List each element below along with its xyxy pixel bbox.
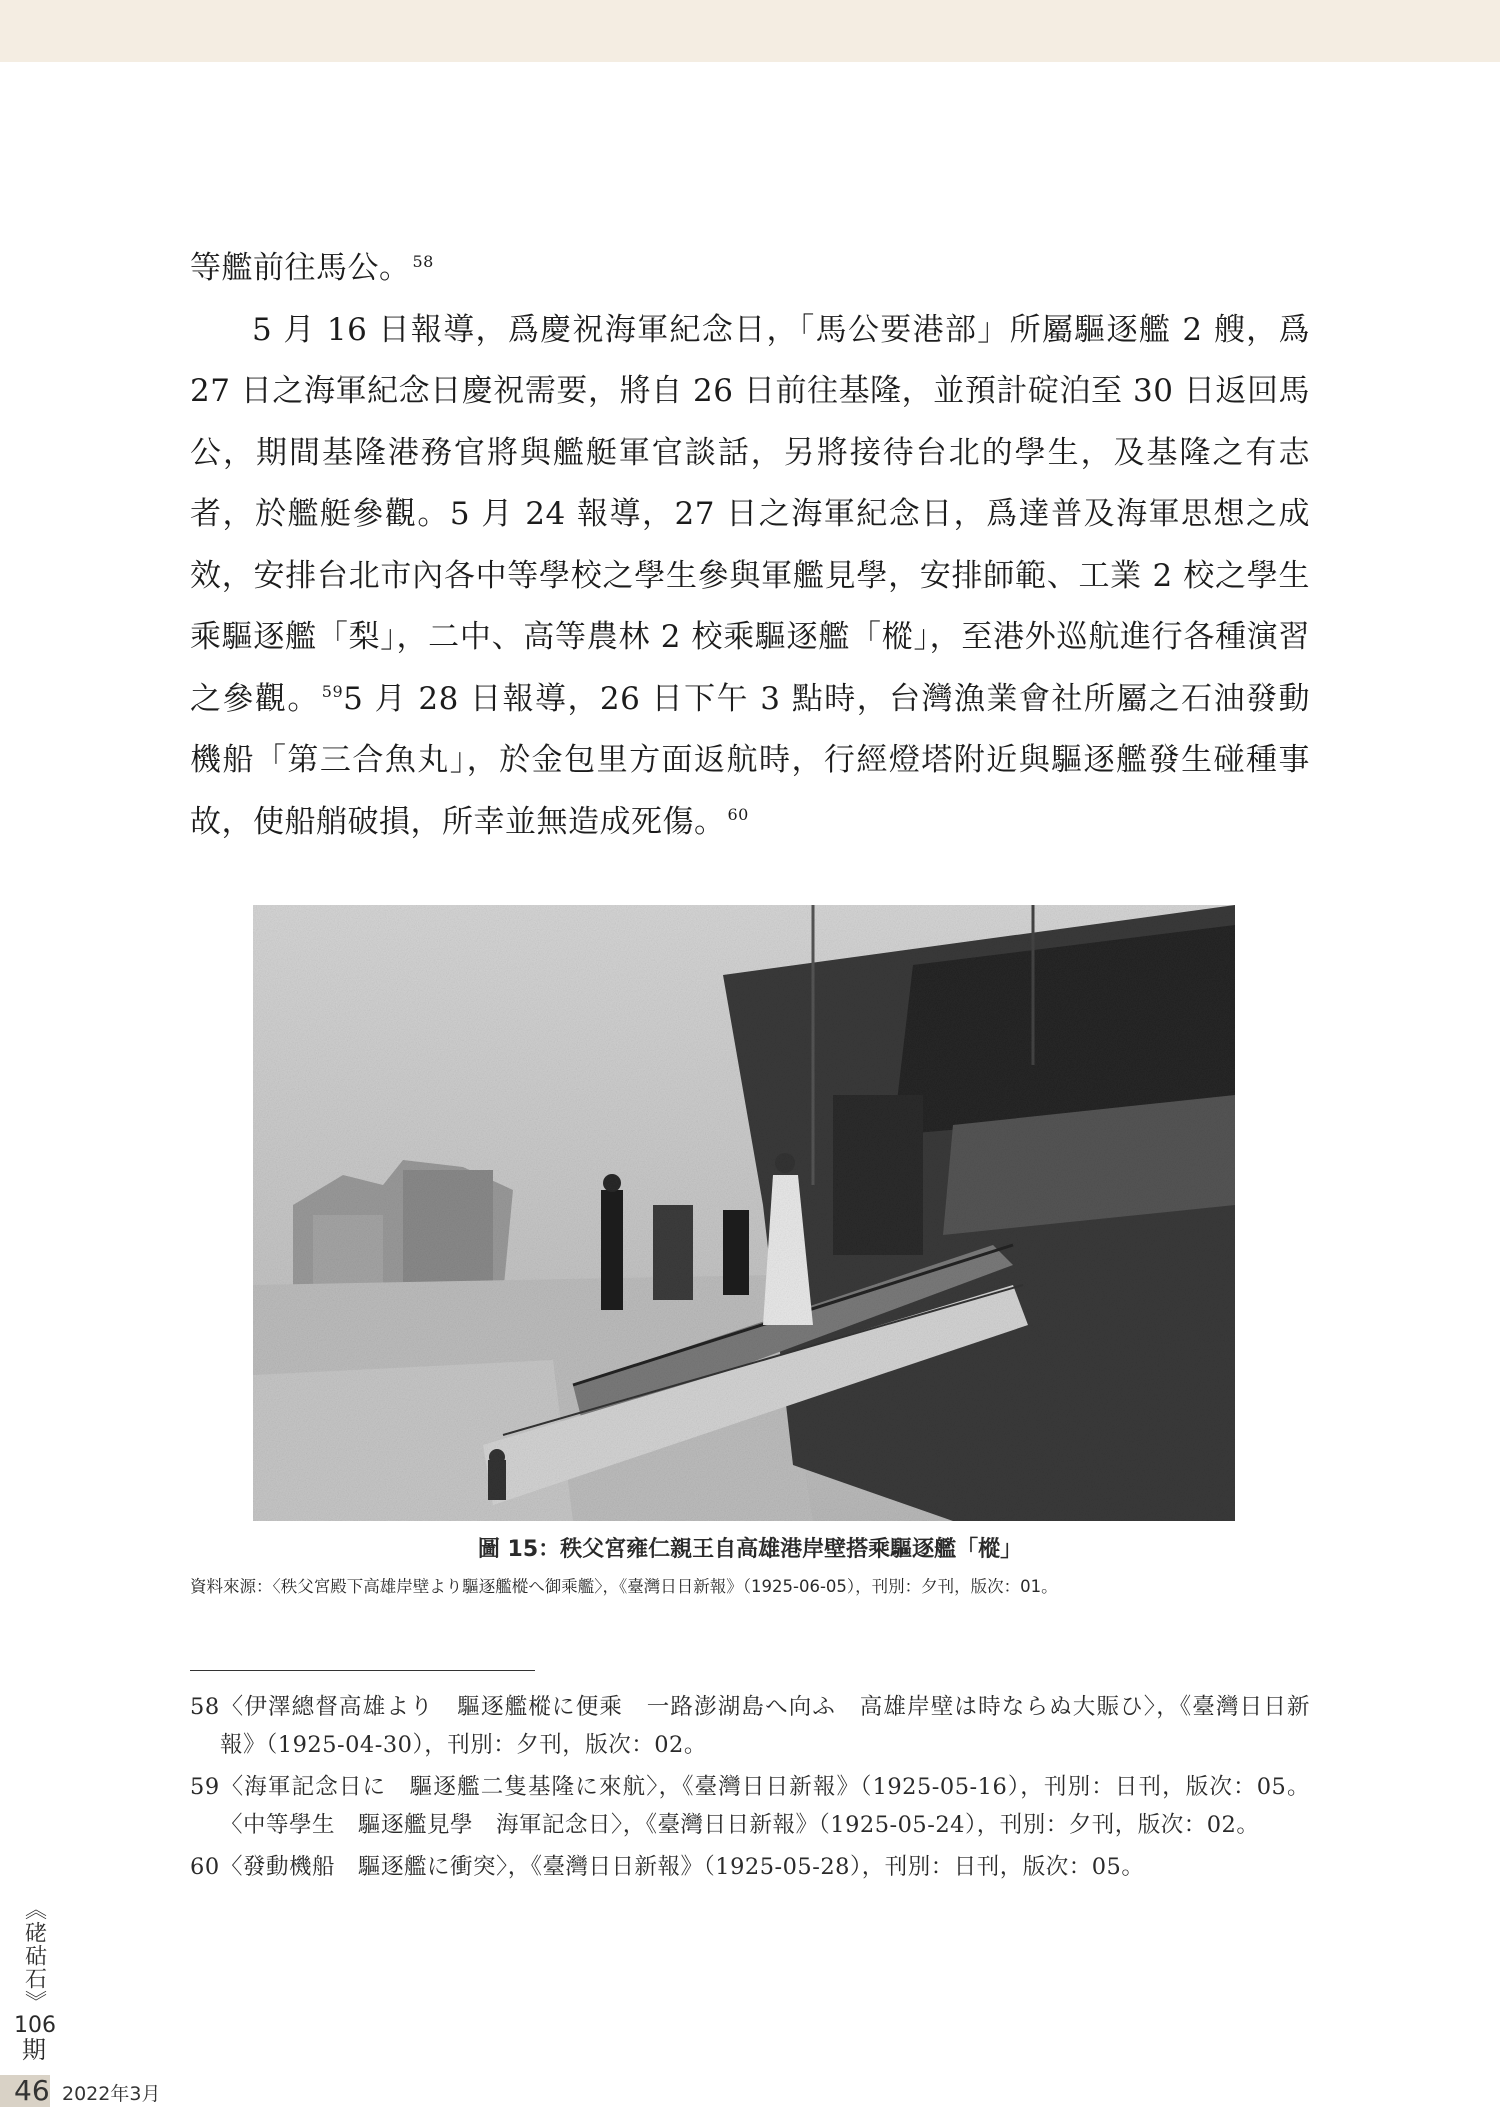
footnote-text: 〈海軍記念日に 驅逐艦二隻基隆に來航〉，《臺灣日日新報》（1925-05-16），刊別：日刊，版次：05。〈中等學生 驅逐艦見學 海軍記念日〉，《臺灣日日新報》（1925-05-24），刊別：夕刊，版次：02。 bbox=[220, 1774, 1310, 1838]
historical-photo bbox=[253, 905, 1235, 1521]
footnote-60 bbox=[190, 1848, 1310, 1886]
footnotes bbox=[190, 1688, 1310, 1890]
paragraph-1-text: 等艦前往馬公。 bbox=[190, 250, 411, 286]
footnote-text: 〈發動機船 驅逐艦に衝突〉，《臺灣日日新報》（1925-05-28），刊別：日刊，版次：05。 bbox=[220, 1854, 1145, 1880]
footnote-divider bbox=[190, 1670, 535, 1671]
issue-suffix: 期 bbox=[22, 2036, 46, 2064]
journal-side-label bbox=[14, 1898, 54, 2063]
footnote-ref-60: 60 bbox=[727, 805, 749, 825]
paragraph-2 bbox=[190, 300, 1310, 854]
footnote-58 bbox=[190, 1688, 1310, 1764]
issue-date: 2022年3月 bbox=[62, 2083, 161, 2105]
paragraph-1 bbox=[190, 238, 1310, 300]
footnote-text: 〈伊澤總督高雄より 驅逐艦樅に便乘 一路澎湖島へ向ふ 高雄岸壁は時ならぬ大賑ひ〉，《臺灣日日新報》（1925-04-30），刊別：夕刊，版次：02。 bbox=[220, 1694, 1310, 1758]
footnote-number: 58 bbox=[190, 1694, 220, 1720]
paragraph-2-tail: 5 月 28 日報導，26 日下午 3 點時，台灣漁業會社所屬之石油發動機船「第三合魚丸」，於金包里方面返航時，行經燈塔附近與驅逐艦發生碰種事故，使船艄破損，所幸並無造成死傷。 bbox=[190, 680, 1310, 840]
top-color-band bbox=[0, 0, 1500, 62]
page-number: 46 bbox=[14, 2074, 50, 2107]
figure-source: 資料來源：〈秩父宮殿下高雄岸壁より驅逐艦樅へ御乘艦〉，《臺灣日日新報》（1925-06-05），刊別：夕刊，版次：01。 bbox=[190, 1577, 1058, 1596]
footnote-ref-58: 58 bbox=[412, 251, 434, 271]
journal-title: 《硓𥑮石》 bbox=[21, 1898, 47, 2013]
body-text bbox=[190, 238, 1310, 853]
footnote-59 bbox=[190, 1768, 1310, 1844]
issue-number: 106 bbox=[14, 2013, 56, 2038]
paragraph-2-text: 5 月 16 日報導，爲慶祝海軍紀念日，「馬公要港部」所屬驅逐艦 2 艘，爲 27 日之海軍紀念日慶祝需要，將自 26 日前往基隆，並預計碇泊至 30 日返回馬公，期間基隆港務官將與艦艇軍官談話，另將接待台北的學生，及基隆之有志者，於艦艇參觀。5 月 24 報導，27 日之海軍紀念日，爲達普及海軍思想之成效，安排台北市內各中等學校之學生參與軍艦見學，安排師範、工業 2 校之學生乘驅逐艦「梨」，二中、高等農林 2 校乘驅逐艦「樅」，至港外巡航進行各種演習之參觀。 bbox=[190, 311, 1310, 717]
figure-caption: 圖 15：秩父宮雍仁親王自高雄港岸壁搭乘驅逐艦「樅」 bbox=[477, 1537, 1023, 1562]
footnote-number: 59 bbox=[190, 1774, 220, 1800]
footnote-ref-59: 59 bbox=[321, 682, 344, 702]
footnote-number: 60 bbox=[190, 1854, 220, 1880]
